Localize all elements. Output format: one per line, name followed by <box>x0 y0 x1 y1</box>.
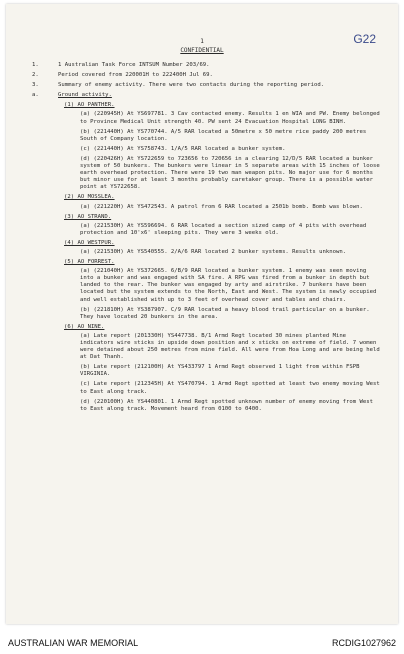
area-heading: (1) AO PANTHER. <box>64 102 115 109</box>
activity-entry: (d) (220426H) At YS722659 to 723656 to 720656 in a clearing 12/D/5 RAR located a bunker system of 50 bunkers. The bunkers were linear in 5 separate areas with 15 inches of loose earth overhead protection. There were 19 two man weapon pits. No major use for 6 months but minor use for at least 3 months probably caretaker group. There is a possible water point at YS722658. <box>80 155 380 191</box>
handwritten-doc-id: G22 <box>353 32 376 46</box>
area-heading: (3) AO STRAND. <box>64 213 112 220</box>
numbered-paragraph: 3. Summary of enemy activity. There were two contacts during the reporting period. <box>32 82 325 89</box>
area-block <box>64 214 380 237</box>
activity-entry: (b) (221440H) At YS770744. A/5 RAR located a 50metre x 50 metre rice paddy 200 metres South of Company location. <box>80 128 367 142</box>
activity-entry: (a) (221220H) At YS472543. A patrol from 6 RAR located a 2501b bomb. Bomb was blown. <box>80 203 363 210</box>
archive-name: AUSTRALIAN WAR MEMORIAL <box>8 638 139 648</box>
activity-entry: (b) (221810H) At YS387907. C/9 RAR located a heavy blood trail particular on a bunker. They have located 20 bunkers in the area. <box>80 306 370 320</box>
activity-entry: (b) Late report (212100H) At YS433797 1 Armd Regt observed 1 light from within FSPB VIRGINIA. <box>80 364 360 378</box>
numbered-paragraph: 1. 1 Australian Task Force INTSUM Number 203/69. <box>32 62 210 68</box>
area-block <box>64 240 380 256</box>
archive-record-id: RCDIG1027962 <box>331 638 396 648</box>
document-page <box>6 4 398 624</box>
page-number: 1 <box>200 38 204 45</box>
activity-entry: (a) (221530H) At YS540555. 2/A/6 RAR located 2 bunker systems. Results unknown. <box>80 248 347 255</box>
area-block <box>64 102 380 191</box>
activity-entry: (d) (220100H) At YS440801. 1 Armd Regt spotted unknown number of enemy moving from West to East along track. Movement heard from 0100 to 0400. <box>80 398 373 412</box>
activity-entry: (a) (220945H) At YS697781. 3 Cav contacted enemy. Results 1 en WIA and PW. Enemy belonged to Province Medical Unit strength 40. PW sent 24 Evacuation Hospital LONG BINH. <box>80 111 380 125</box>
activity-entry: (a) (221530H) At YS596694. 6 RAR located a section sized camp of 4 pits with overhead protection and 10'x6' sleeping pits. They were 3 weeks old. <box>80 222 367 236</box>
area-heading: (4) AO WESTPUR. <box>64 239 115 246</box>
area-heading: (2) AO MOSSLEA. <box>64 194 115 201</box>
activity-entry: (a) Late report (201330H) YS447738. B/1 Armd Regt located 30 mines planted Mine indicators wire sticks in upside down position and x sticks on extreme of field. 7 women were detained about 250 metres from mine field. All were from Hoa Long and are being held at Dat Thanh. <box>80 332 380 361</box>
area-block <box>64 324 380 413</box>
activity-entry: (c) Late report (212345H) At YS470794. 1 Armd Regt spotted at least two enemy moving West to East along track. <box>80 381 380 395</box>
activity-entry: (a) (221040H) At YS372665. 6/B/9 RAR located a bunker system. 1 enemy was seen moving into a bunker and was engaged with SA fire. A RPG was fired from a bunker in depth but landed to the rear. The bunker was engaged by arty and airstrike. 7 bunkers have been located but the system extends to the North, East and West. The system is newly occupied and well established with up to 3 feet of overhead cover and tables and chairs. <box>80 268 377 303</box>
area-block <box>64 194 380 210</box>
numbered-paragraph: 2. Period covered from 220001H to 222400H Jul 69. <box>32 72 213 79</box>
document-body <box>32 62 380 416</box>
activity-entry: (c) (221440H) At YS758743. 1/A/5 RAR located a bunker system. <box>80 145 286 152</box>
area-heading: (5) AO FORREST. <box>64 259 115 266</box>
area-block <box>64 259 380 321</box>
area-heading: (6) AO NINE. <box>64 323 105 330</box>
classification-heading: CONFIDENTIAL <box>180 47 224 54</box>
archive-footer <box>0 638 404 648</box>
section-heading: a. Ground activity. <box>32 92 112 99</box>
